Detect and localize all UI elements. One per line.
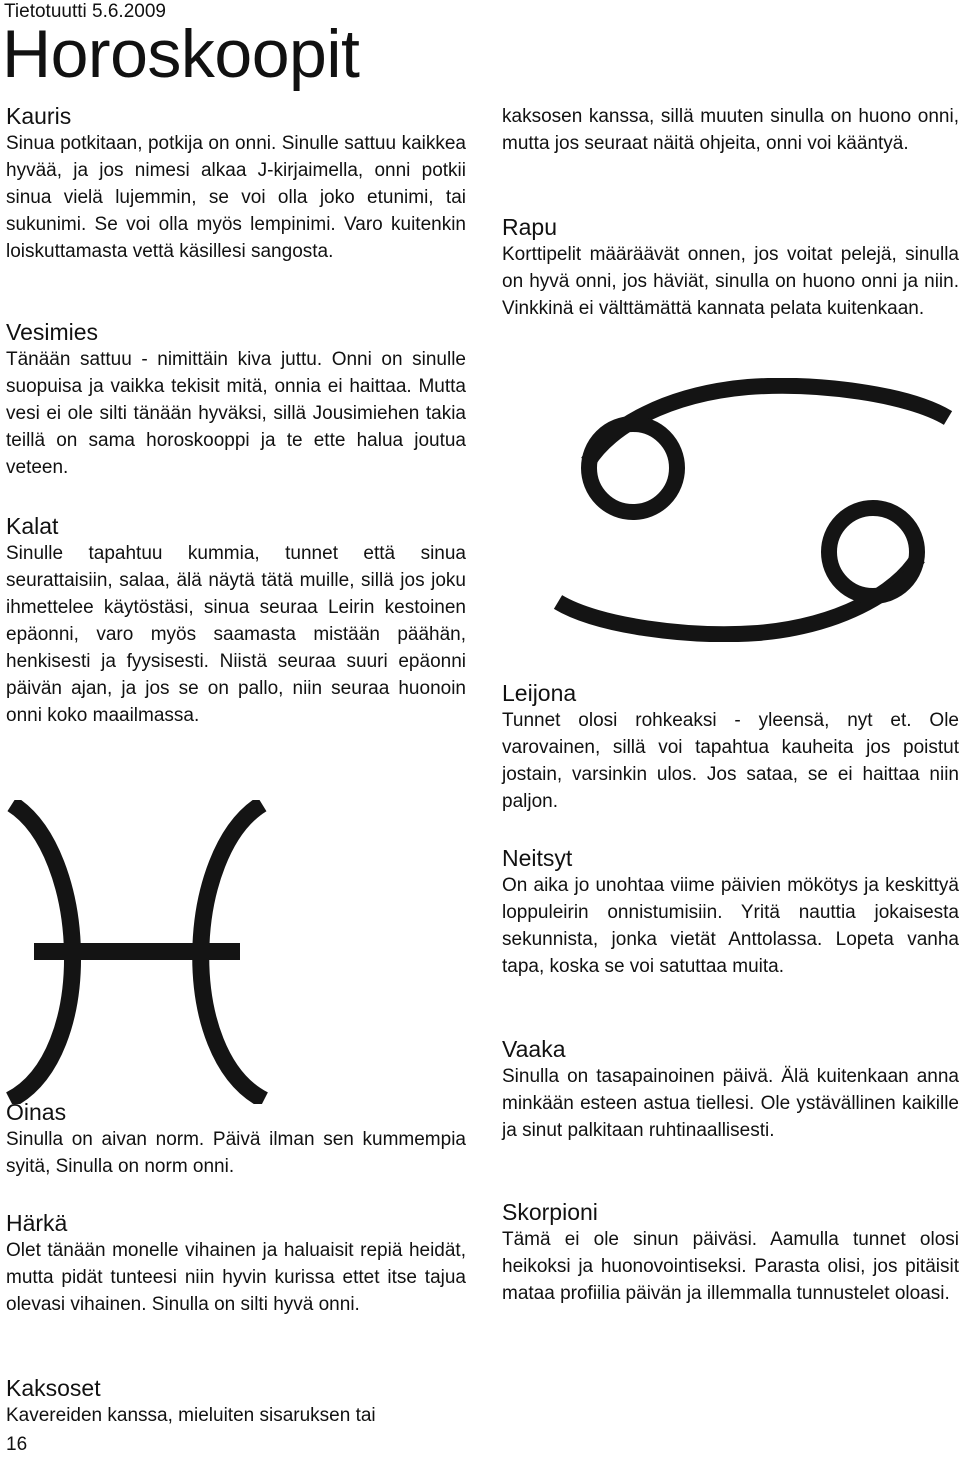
section-text: Tunnet olosi rohkeaksi - yleensä, nyt et. Ole varovainen, sillä voi tapahtua kauheita jos poistut jostain, varsinkin ulos. Jos sataa, se ei haittaa niin paljon. (502, 710, 959, 812)
section-text: Kavereiden kanssa, mieluiten sisaruksen tai (6, 1405, 376, 1426)
section-neitsyt (502, 845, 959, 980)
section-text: Sinulla on aivan norm. Päivä ilman sen kummempia syitä, Sinulla on norm onni. (6, 1129, 466, 1177)
section-text: Sinua potkitaan, potkija on onni. Sinulle sattuu kaikkea hyvää, ja jos nimesi alkaa J-kirjaimella, onni potkii sinua vielä lujemmin, se voi olla joko etunimi, tai sukunimi. Se voi olla myös lempinimi. Varo kuitenkin loiskuttamasta vettä käsillesi sangosta. (6, 133, 466, 262)
section-text: Olet tänään monelle vihainen ja haluaisit repiä heidät, mutta pidät tunteesi niin hyvin kurissa ettet itse tajua olevasi vihainen. Sinulla on silti hyvä onni. (6, 1240, 466, 1315)
section-leijona (502, 680, 959, 815)
section-title: Vesimies (6, 319, 99, 345)
section-vaaka (502, 1036, 959, 1144)
section-rapu (502, 214, 959, 322)
section-text: On aika jo unohtaa viime päivien mökötys ja keskittyä loppuleirin onnistumisiin. Yritä nauttia jokaisesta sekunnista, jonka vietät Anttolassa. Lopeta vanha tapa, koska se voi satuttaa muita. (502, 875, 959, 977)
section-text: Tänään sattuu - nimittäin kiva juttu. Onni on sinulle suopuisa ja vaikka tekisit mitä, onnia ei haittaa. Mutta vesi ei ole silti tänään hyväksi, sillä Jousimiehen takia teillä on sama horoskooppi ja te ette halua joutua veteen. (6, 349, 466, 478)
page-title: Horoskoopit (2, 16, 360, 92)
section-harka (6, 1210, 466, 1318)
section-text: Sinulla on tasapainoinen päivä. Älä kuitenkaan anna minkään esteen astua tiellesi. Ole ystävällinen kaikille ja sinut palkitaan ruhtinaallisesti. (502, 1066, 959, 1141)
section-kaksoset (6, 1375, 466, 1429)
section-title: Skorpioni (502, 1199, 598, 1225)
section-text: kaksosen kanssa, sillä muuten sinulla on huono onni, mutta jos seuraat näitä ohjeita, onni voi kääntyä. (502, 106, 959, 154)
section-vesimies (6, 319, 466, 481)
pisces-symbol-icon (6, 800, 268, 1104)
section-skorpioni (502, 1199, 959, 1307)
section-title: Kaksoset (6, 1375, 101, 1401)
section-kaksoset-continued (502, 103, 959, 157)
section-title: Leijona (502, 680, 577, 706)
section-kauris (6, 103, 466, 265)
section-oinas (6, 1099, 466, 1180)
issue-date: Tietotuutti 5.6.2009 (4, 1, 166, 22)
section-title: Neitsyt (502, 845, 573, 871)
section-title: Rapu (502, 214, 557, 240)
section-title: Kalat (6, 513, 59, 539)
section-title: Vaaka (502, 1036, 566, 1062)
section-text: Tämä ei ole sinun päiväsi. Aamulla tunnet olosi heikoksi ja huonovointiseksi. Parasta olisi, jos pitäisit mataa profiilia päivän ja illemmalla tunnustelet oloasi. (502, 1229, 959, 1304)
section-title: Kauris (6, 103, 72, 129)
section-title: Oinas (6, 1099, 67, 1125)
page-number: 16 (6, 1434, 28, 1455)
section-title: Härkä (6, 1210, 68, 1236)
cancer-symbol-icon (548, 378, 960, 642)
section-text: Korttipelit määräävät onnen, jos voitat pelejä, sinulla on hyvä onni, jos häviät, sinulla on huono onni ja niin. Vinkkinä ei välttämättä kannata pelata kuitenkaan. (502, 244, 959, 319)
section-kalat (6, 513, 466, 729)
section-text: Sinulle tapahtuu kummia, tunnet että sinua seurattaisiin, salaa, älä näytä tätä muille, sillä jos joku ihmettelee käytöstäsi, sinua seuraa Leirin kestoinen epäonni, varo myös saamasta mistään päähän, henkisesti ja fyysisesti. Niistä seuraa suuri epäonni päivän ajan, ja jos se on pallo, niin seuraa huonoin onni koko maailmassa. (6, 543, 466, 726)
